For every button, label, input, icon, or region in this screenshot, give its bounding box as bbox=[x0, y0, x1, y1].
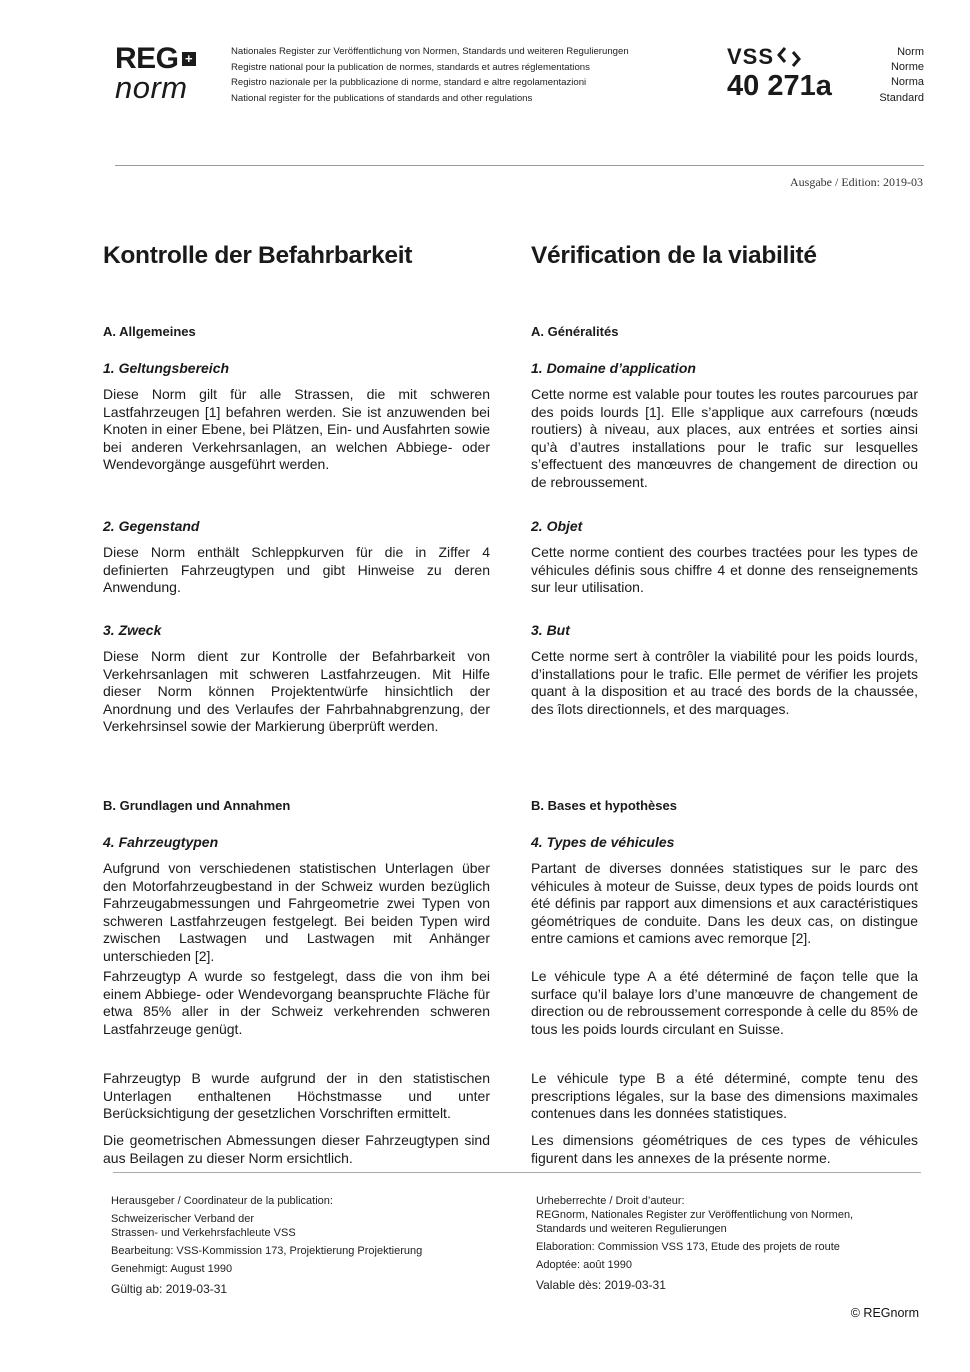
subsection-2-text-de: Diese Norm enthält Schleppkurven für die in Ziffer 4 definierten Fahrzeugtypen und gibt Hinweise zu deren Anwendung. bbox=[103, 544, 490, 596]
vss-logo-text: VSS bbox=[727, 44, 775, 69]
subsection-2-heading-fr: 2. Objet bbox=[531, 518, 583, 534]
publisher-name-line-1: Schweizerischer Verband der bbox=[111, 1213, 255, 1225]
regnorm-logo bbox=[115, 44, 215, 106]
publisher-label: Herausgeber / Coordinateur de la publication: bbox=[111, 1195, 333, 1207]
german-column bbox=[103, 240, 490, 1167]
subsection-3-text-fr: Cette norme sert à contrôler la viabilité pour les poids lourds, d’installations pour le trafic. Elle permet de vérifier les projets quant à la disposition et au tracé des bords de la chaussée, des îlots directionnels, et des marquages. bbox=[531, 648, 918, 717]
norm-label-de: Norm bbox=[897, 46, 924, 58]
subsection-1-text-fr: Cette norme est valable pour toutes les routes parcourues par des poids lourds [1]. Elle s’applique aux carrefours (nœuds routiers) à niveau, aux places, aux entrées et sorties ainsi qu’à d’autres installations pour le trafic sur lesquelles s’effectuent des manœuvres de changement de direction ou de rebroussement. bbox=[531, 386, 918, 490]
header-divider bbox=[115, 165, 924, 166]
section-b-heading-fr: B. Bases et hypothèses bbox=[531, 798, 677, 813]
subsection-1-heading-de: 1. Geltungsbereich bbox=[103, 360, 230, 376]
section-b-heading-de: B. Grundlagen und Annahmen bbox=[103, 798, 291, 813]
subsection-4-para-4-fr: Les dimensions géométriques de ces types de véhicules figurent dans les annexes de la présente norme. bbox=[531, 1132, 918, 1166]
subsection-4-para-3-de: Fahrzeugtyp B wurde aufgrund der in den statistischen Unterlagen enthaltenen Höchstmasse und unter Berücksichtigung der gesetzlichen Vorschriften ermittelt. bbox=[103, 1070, 490, 1122]
page-title-fr: Vérification de la viabilité bbox=[531, 242, 817, 269]
subsection-1-heading-fr: 1. Domaine d’application bbox=[531, 360, 696, 376]
norm-type-labels bbox=[844, 45, 924, 106]
copyright-label: Urheberrechte / Droit d’auteur: bbox=[536, 1195, 685, 1207]
subsection-3-text-de: Diese Norm dient zur Kontrolle der Befahrbarkeit von Verkehrsanlagen mit schweren Lastfahrzeugen. Mit Hilfe dieser Norm können Projektentwürfe hinsichtlich der Anordnung und des Verlaufes der Fahrbahnabgrenzung, der Verkehrsinsel sowie der Markierung überprüft werden. bbox=[103, 648, 490, 735]
subsection-4-para-2-fr: Le véhicule type A a été déterminé de façon telle que la surface qu’il balaye lors d’une manœuvre de changement de direction ou de rebroussement corresponde à celle du 85% de tous les poids lourds circulant en Suisse. bbox=[531, 968, 918, 1037]
edition-date: Ausgabe / Edition: 2019-03 bbox=[790, 175, 923, 189]
subsection-4-para-1-de: Aufgrund von verschiedenen statistischen Unterlagen über den Motorfahrzeugbestand in der Schweiz wurden bezüglich Fahrzeugabmessungen und Fahrgeometrie zwei Typen von schweren Lastfahrzeugen festgelegt. Bei beiden Typen wird zwischen Lastwagen und Lastwagen mit Anhänger unterschieden [2]. bbox=[103, 860, 490, 964]
subsection-4-para-1-fr: Partant de diverses données statistiques sur le parc des véhicules à moteur de Suisse, deux types de poids lourds ont été définis par rapport aux dimensions et aux caractéristiques géométriques de conduite. Dans les deux cas, on distingue entre camions et camions avec remorque [2]. bbox=[531, 860, 918, 947]
subsection-1-text-de: Diese Norm gilt für alle Strassen, die mit schweren Lastfahrzeugen [1] befahren werden. Sie ist anzuwenden bei Knoten in einer Ebene, bei Plätzen, Ein- und Ausfahrten sowie bei anderen Verkehrsanlagen, an welchen Abbiege- oder Wendevorgänge ausgeführt werden. bbox=[103, 386, 490, 473]
swiss-cross-icon: + bbox=[182, 52, 196, 66]
subsection-4-para-4-de: Die geometrischen Abmessungen dieser Fahrzeugtypen sind aus Beilagen zu dieser Norm ersichtlich. bbox=[103, 1132, 490, 1166]
copyright-line-2: Standards und weiteren Regulierungen bbox=[536, 1223, 727, 1235]
register-description bbox=[231, 44, 701, 106]
register-line-it: Registro nazionale per la pubblicazione di norme, standard e altre regolamentazioni bbox=[231, 77, 587, 88]
subsection-2-text-fr: Cette norme contient des courbes tractées pour les types de véhicules définis sous chiffre 4 et donne des renseignements sur leur utilisation. bbox=[531, 544, 918, 596]
subsection-4-para-2-de: Fahrzeugtyp A wurde so festgelegt, dass die von ihm bei einem Abbiege- oder Wendevorgang beanspruchte Fläche für etwa 85% aller in der Schweiz verkehrenden schweren Lastfahrzeuge genügt. bbox=[103, 968, 490, 1037]
footer-divider bbox=[113, 1172, 921, 1173]
norm-number: 40 271a bbox=[727, 70, 832, 102]
elaboration: Elaboration: Commission VSS 173, Etude des projets de route bbox=[536, 1241, 840, 1253]
section-a-heading-de: A. Allgemeines bbox=[103, 324, 196, 339]
norm-label-fr: Norme bbox=[890, 61, 924, 74]
adoptee: Adoptée: août 1990 bbox=[536, 1259, 633, 1271]
logo-reg-text: REG bbox=[115, 42, 179, 75]
vss-chevron-icon bbox=[777, 46, 803, 68]
subsection-3-heading-de: 3. Zweck bbox=[103, 622, 162, 638]
genehmigt: Genehmigt: August 1990 bbox=[111, 1263, 233, 1275]
footer-publisher-block bbox=[111, 1194, 491, 1300]
gueltig-ab: Gültig ab: 2019-03-31 bbox=[111, 1282, 228, 1296]
subsection-4-heading-fr: 4. Types de véhicules bbox=[531, 834, 675, 850]
section-a-heading-fr: A. Généralités bbox=[531, 324, 619, 339]
norm-label-en: Standard bbox=[879, 91, 924, 104]
copyright-line-1: REGnorm, Nationales Register zur Veröffentlichung von Normen, bbox=[536, 1209, 854, 1221]
copyright-mark: © REGnorm bbox=[850, 1306, 919, 1320]
subsection-4-heading-de: 4. Fahrzeugtypen bbox=[103, 834, 219, 850]
register-line-de: Nationales Register zur Veröffentlichung von Normen, Standards und weiteren Regulierungen bbox=[231, 46, 629, 57]
norm-label-it: Norma bbox=[890, 76, 924, 89]
footer-copyright-block bbox=[536, 1194, 916, 1296]
subsection-4-para-3-fr: Le véhicule type B a été déterminé, compte tenu des prescriptions légales, sur la base des dimensions maximales contenues dans les données statistiques. bbox=[531, 1070, 918, 1122]
valable-des: Valable dès: 2019-03-31 bbox=[536, 1278, 666, 1292]
bearbeitung: Bearbeitung: VSS-Kommission 173, Projektierung Projektierung bbox=[111, 1245, 423, 1257]
page-title-de: Kontrolle der Befahrbarkeit bbox=[103, 242, 413, 269]
subsection-2-heading-de: 2. Gegenstand bbox=[103, 518, 200, 534]
register-line-en: National register for the publications of standards and other regulations bbox=[231, 92, 533, 104]
register-line-fr: Registre national pour la publication de normes, standards et autres réglementations bbox=[231, 61, 590, 73]
publisher-name-line-2: Strassen- und Verkehrsfachleute VSS bbox=[111, 1227, 296, 1239]
logo-norm-text: norm bbox=[115, 70, 188, 105]
french-column bbox=[531, 240, 918, 1167]
subsection-3-heading-fr: 3. But bbox=[531, 622, 570, 638]
